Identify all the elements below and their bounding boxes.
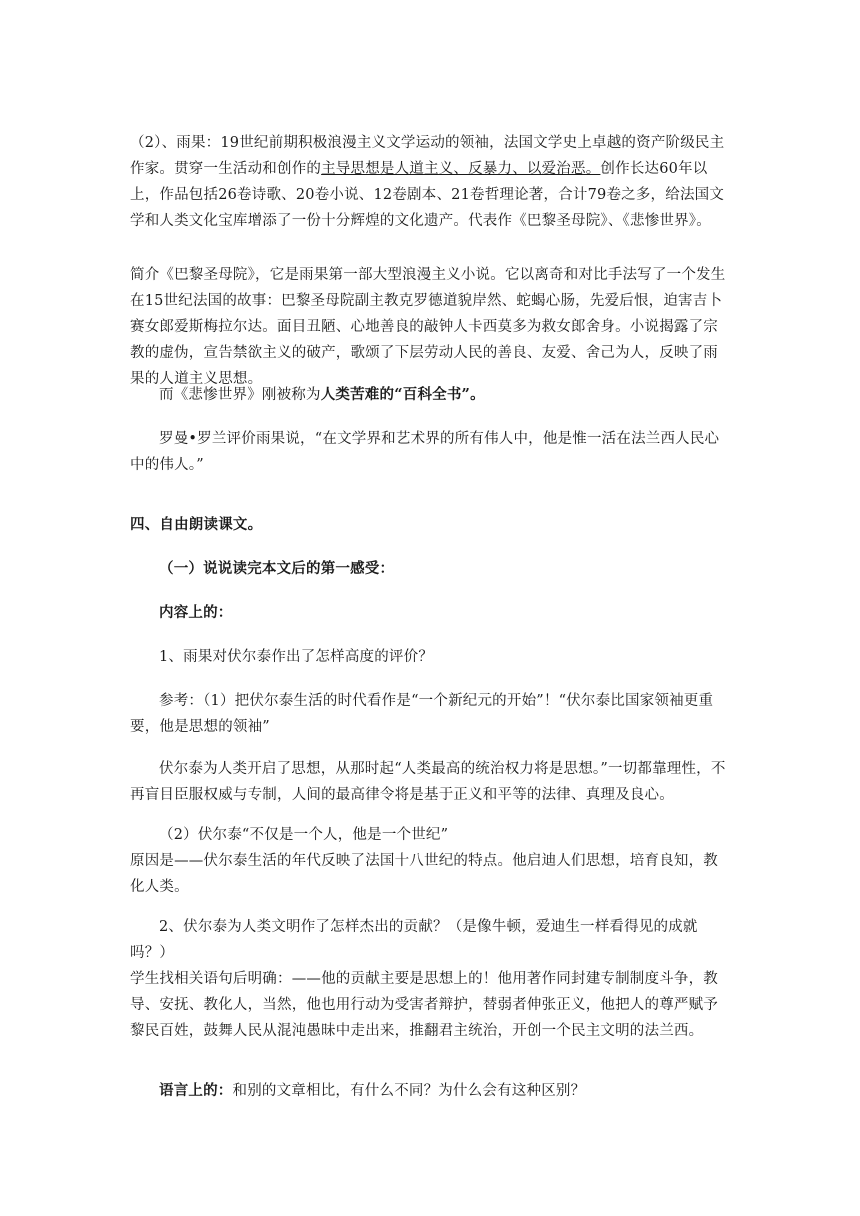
sub-1-heading: （一）说说读完本文后的第一感受： — [159, 560, 395, 577]
reference-1: 参考：（1）把伏尔泰生活的时代看作是“一个新纪元的开始”！“伏尔泰比国家领袖更重要，他是思想的领袖” — [130, 693, 714, 735]
notre-dame-paragraph: 简介《巴黎圣母院》，它是雨果第一部大型浪漫主义小说。它以离奇和对比手法写了一个发生在15世纪法国的故事：巴黎圣母院副主教克罗德道貌岸然、蛇蝎心肠，先爱后恨，迫害吉卜赛女郎爱斯梅拉尔达。面目丑陋、心地善良的敲钟人卡西莫多为救女郎舍身。小说揭露了宗教的虚伪，宣告禁欲主义的破产，歌颂了下层劳动人民的善良、友爱、舍己为人，反映了雨果的人道主义思想。 — [130, 267, 726, 387]
reference-2: （2）伏尔泰“不仅是一个人，他是一个世纪” — [159, 827, 449, 843]
hugo-works: 创作长达60年以上，作品包括26卷诗歌、20卷小说、12卷剧本、21卷哲理论著，合计79卷之多，给法国文学和人类文化宝库增添了一份十分辉煌的文化遗产。代表作《巴黎圣母院》、《悲惨世界》。 — [130, 161, 725, 229]
language-paragraph — [130, 1078, 730, 1104]
miserables-encyclopedia: 人类苦难的“百科全书”。 — [320, 386, 485, 403]
miserables-paragraph — [130, 382, 730, 408]
miserables-prefix: 而《悲惨世界》刚被称为 — [159, 387, 321, 403]
question-1: 1、雨果对伏尔泰作出了怎样高度的评价？ — [159, 649, 434, 665]
content-heading: 内容上的： — [159, 604, 233, 621]
hugo-main-thought: 主导思想是人道主义、反暴力、以爱治恶。 — [321, 161, 601, 177]
section-4-heading: 四、自由朗读课文。 — [130, 516, 263, 533]
question-2-answer: 学生找相关语句后明确：——他的贡献主要是思想上的！他用著作同封建专制制度斗争，教导、安抚、教化人，当然，他也用行动为受害者辩护，替弱者伸张正义，他把人的尊严赋予黎民百姓，鼓舞人民从混沌愚昧中走出来，推翻君主统治，开创一个民主文明的法兰西。 — [130, 971, 718, 1039]
language-question: 和别的文章相比，有什么不同？为什么会有这种区别？ — [232, 1083, 586, 1099]
hugo-intro: （2）、雨果：19世纪前期积极浪漫主义文学运动的领袖，法国文学史上卓越的资产阶级民主作家。贯穿一生活动和创作的 — [130, 135, 725, 177]
rolland-quote: 罗曼•罗兰评价雨果说，“在文学界和艺术界的所有伟人中，他是惟一活在法兰西人民心中的伟人。” — [130, 431, 720, 473]
reference-1-detail: 伏尔泰为人类开启了思想，从那时起“人类最高的统治权力将是思想。”一切都靠理性，不再盲目臣服权威与专制，人间的最高律令将是基于正义和平等的法律、真理及良心。 — [130, 761, 726, 803]
question-2: 2、伏尔泰为人类文明作了怎样杰出的贡献？（是像牛顿，爱迪生一样看得见的成就吗？） — [130, 919, 698, 961]
reference-2-reason: 原因是——伏尔泰生活的年代反映了法国十八世纪的特点。他启迪人们思想，培育良知，教化人类。 — [130, 853, 718, 895]
hugo-paragraph — [130, 130, 730, 234]
language-heading: 语言上的： — [159, 1082, 233, 1099]
